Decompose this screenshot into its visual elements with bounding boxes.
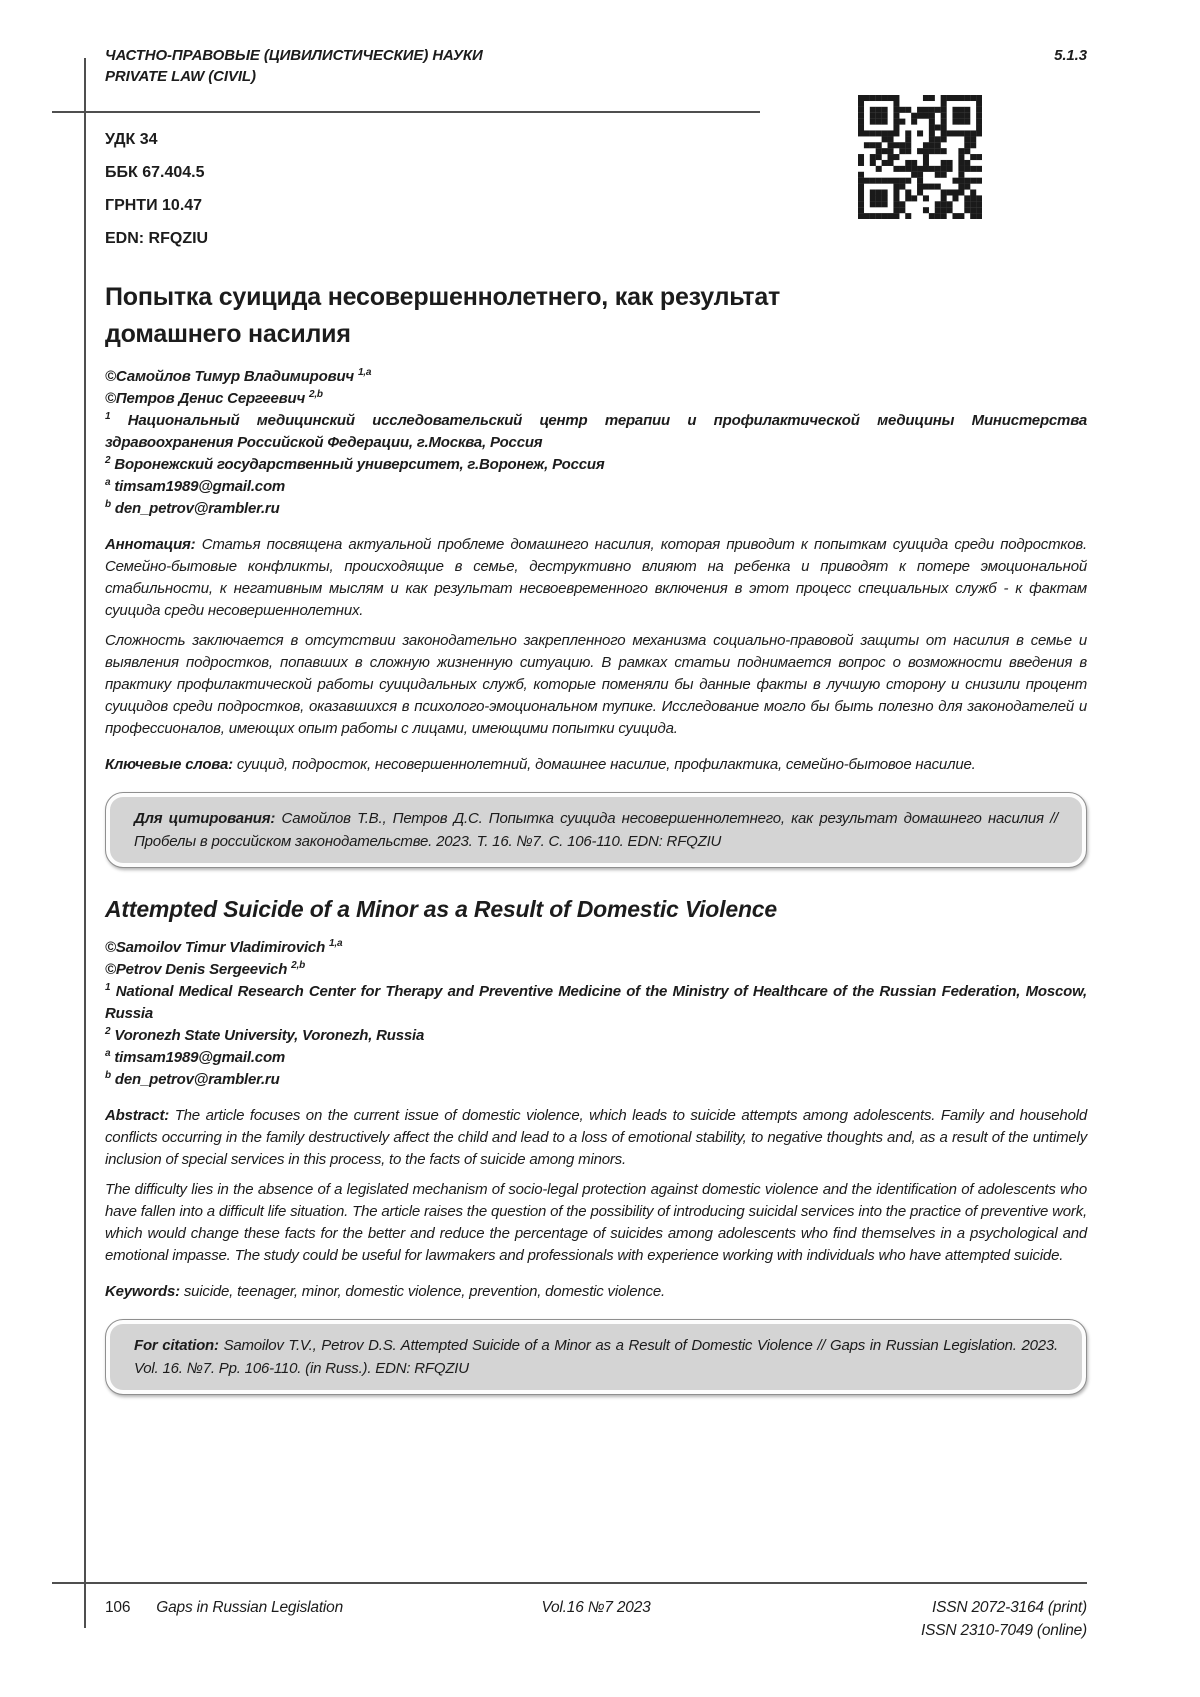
citation-text: Samoilov T.V., Petrov D.S. Attempted Suicide of a Minor as a Result of Domestic Violence // Gaps in Russian Legislation. 2023. Vol. 16. №7. Pp. 106-110. (in Russ.). EDN: RFQZIU (134, 1337, 1059, 1377)
rubric-en: PRIVATE LAW (CIVIL) (105, 68, 256, 85)
affiliation-sup: 2 (105, 1026, 111, 1037)
footer-left (105, 1596, 541, 1642)
article-title-ru (105, 279, 1087, 353)
author-email (105, 1069, 1087, 1091)
bbk-code: ББК 67.404.5 (105, 164, 205, 181)
email-text: timsam1989@gmail.com (114, 478, 286, 495)
author-email (105, 1047, 1087, 1069)
edn-code: EDN: RFQZIU (105, 230, 209, 247)
author-en (105, 959, 1087, 981)
abstract-ru-p1 (105, 534, 1087, 622)
email-text: den_petrov@rambler.ru (114, 1071, 280, 1088)
affiliation-text: Воронежский государственный университет, г.Воронеж, Россия (114, 456, 605, 473)
issn-print: ISSN 2072-3164 (print) (932, 1599, 1087, 1616)
citation-box-ru (105, 792, 1087, 868)
author-name: ©Самойлов Тимур Владимирович (105, 368, 354, 385)
section-rubric (105, 45, 483, 87)
journal-name: Gaps in Russian Legislation (156, 1599, 344, 1616)
udc-code: УДК 34 (105, 131, 158, 148)
abstract-ru-p2 (105, 630, 1087, 740)
affiliation-sup: 1 (105, 982, 111, 993)
authors-block-ru (105, 366, 1087, 520)
citation-label-ru: Для цитирования: (134, 810, 276, 827)
author-ru (105, 366, 1087, 388)
issn-block (651, 1596, 1087, 1642)
affiliation-en (105, 981, 1087, 1025)
author-en (105, 937, 1087, 959)
rubric-ru: ЧАСТНО-ПРАВОВЫЕ (ЦИВИЛИСТИЧЕСКИЕ) НАУКИ (105, 47, 483, 64)
citation-en (134, 1334, 1058, 1380)
affiliation-text: National Medical Research Center for Therapy and Preventive Medicine of the Ministry of Healthcare of the Russian Federation, Moscow, Russia (105, 983, 1087, 1022)
author-name: ©Samoilov Timur Vladimirovich (105, 939, 326, 956)
article-title-en: Attempted Suicide of a Minor as a Result of Domestic Violence (105, 896, 777, 922)
qr-code (858, 95, 982, 219)
author-sup: 1,a (357, 367, 372, 378)
page-footer (105, 1596, 1087, 1642)
footer-divider (52, 1582, 1087, 1584)
abstract-label-en: Abstract: (105, 1107, 170, 1124)
author-name: ©Petrov Denis Sergeevich (105, 961, 288, 978)
specialty-code: 5.1.3 (1054, 47, 1087, 64)
page-header (105, 45, 1087, 87)
authors-block-en (105, 937, 1087, 1091)
affiliation-text: Voronezh State University, Voronezh, Russia (114, 1027, 425, 1044)
author-sup: 2,b (291, 960, 305, 971)
abstract-text: Статья посвящена актуальной проблеме домашнего насилия, которая приводит к попыткам суицида среди подростков. Семейно-бытовые конфликты, происходящие в семье, деструктивно влияют на ребенка и приводят к потере эмоциональной стабильности, к негативным мыслям и как результат несвоевременного включения в этот процесс специальных служб - к фактам суицида среди несовершеннолетних. (105, 536, 1087, 619)
email-text: den_petrov@rambler.ru (114, 500, 280, 517)
volume-issue: Vol.16 №7 2023 (541, 1599, 651, 1616)
author-email (105, 498, 1087, 520)
issn-online: ISSN 2310-7049 (online) (920, 1622, 1087, 1639)
abstract-label-ru: Аннотация: (105, 536, 196, 553)
affiliation-sup: 2 (105, 455, 111, 466)
abstract-text: The article focuses on the current issue of domestic violence, which leads to suicide attempts among adolescents. Family and household conflicts occurring in the family destructively affect the child and lead to a loss of emotional stability, to negative thoughts and, as a result of the untimely inclusion of special services in this process, to the facts of suicide among minors. (105, 1107, 1087, 1168)
keywords-label-en: Keywords: (105, 1283, 180, 1300)
keywords-text: суицид, подросток, несовершеннолетний, домашнее насилие, профилактика, семейно-бытовое насилие. (236, 756, 976, 773)
grnti-code: ГРНТИ 10.47 (105, 197, 203, 214)
email-sup: a (105, 477, 111, 488)
keywords-ru (105, 754, 1087, 776)
author-sup: 2,b (308, 389, 323, 400)
citation-label-en: For citation: (134, 1337, 219, 1354)
affiliation-sup: 1 (105, 411, 111, 422)
email-text: timsam1989@gmail.com (114, 1049, 286, 1066)
citation-ru (134, 807, 1058, 853)
abstract-text: The difficulty lies in the absence of a legislated mechanism of socio-legal protection against domestic violence and the identification of adolescents who have fallen into a difficult life situation. The article raises the question of the possibility of introducing suicidal services into the practice of preventive work, which would change these facts for the better and reduce the percentage of suicides among adolescents who find themselves in a psychological and emotional impasse. The study could be useful for lawmakers and professionals with experience working with individuals who have attempted suicide. (105, 1181, 1087, 1264)
author-ru (105, 388, 1087, 410)
page-number: 106 (105, 1599, 131, 1616)
author-name: ©Петров Денис Сергеевич (105, 390, 306, 407)
author-sup: 1,a (329, 938, 343, 949)
citation-text: Самойлов Т.В., Петров Д.С. Попытка суицида несовершеннолетнего, как результат домашнего насилия // Пробелы в российском законодательстве. 2023. Т. 16. №7. С. 106-110. EDN: RFQZIU (134, 810, 1059, 850)
email-sup: b (105, 1070, 111, 1081)
author-email (105, 476, 1087, 498)
keywords-label-ru: Ключевые слова: (105, 756, 233, 773)
abstract-text: Сложность заключается в отсутствии законодательно закрепленного механизма социально-правовой защиты от насилия в семье и выявления подростков, попавших в сложную жизненную ситуацию. В рамках статьи поднимается вопрос о возможности введения в практику профилактической работы суицидальных служб, которые поменяли бы данные факты в лучшую сторону и снизили процент суицидов среди подростков, оказавшихся в психолого-эмоциональном тупике. Исследование могло бы быть полезно для законодателей и профессионалов, имеющих опыт работы с лицами, имеющими попытки суицида. (105, 632, 1087, 737)
keywords-en (105, 1281, 1087, 1303)
left-margin-rule (84, 58, 86, 1628)
citation-box-en (105, 1319, 1087, 1395)
affiliation-ru (105, 410, 1087, 454)
keywords-text: suicide, teenager, minor, domestic violence, prevention, domestic violence. (183, 1283, 665, 1300)
affiliation-text: Национальный медицинский исследовательский центр терапии и профилактической медицины Министерства здравоохранения Российской Федерации, г.Москва, Россия (105, 412, 1087, 451)
abstract-en-p1 (105, 1105, 1087, 1171)
email-sup: a (105, 1048, 111, 1059)
title-ru-line2: домашнего насилия (105, 320, 351, 348)
affiliation-en (105, 1025, 1087, 1047)
affiliation-ru (105, 454, 1087, 476)
abstract-en-p2 (105, 1179, 1087, 1267)
email-sup: b (105, 499, 111, 510)
page-content (105, 45, 1087, 1395)
title-ru-line1: Попытка суицида несовершеннолетнего, как результат (105, 283, 781, 311)
